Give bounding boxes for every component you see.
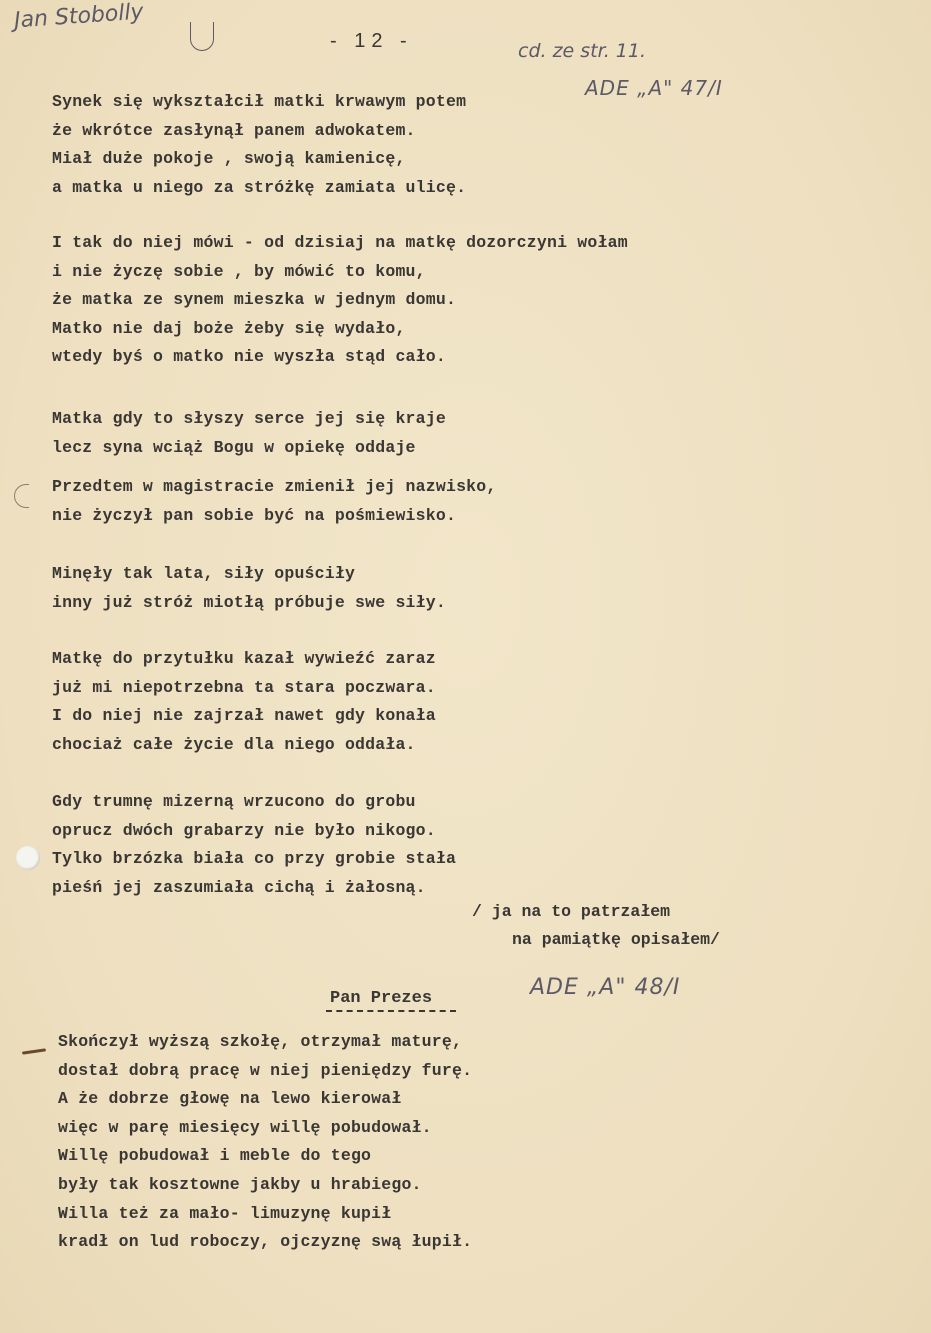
closing-line-1: / ja na to patrzałem bbox=[472, 902, 671, 921]
poem-line: pieśń jej zaszumiała cichą i żałosną. bbox=[52, 877, 426, 897]
margin-pen-mark bbox=[22, 1048, 46, 1054]
signature-flourish bbox=[190, 22, 214, 51]
poem-line: Tylko brzózka biała co przy grobie stała bbox=[52, 849, 457, 869]
stanza-6 bbox=[52, 645, 436, 759]
archive-reference-2: ADE „A" 48/I bbox=[530, 975, 681, 1000]
poem-line: Minęły tak lata, siły opuściły bbox=[52, 564, 356, 583]
page-number: - 12 - bbox=[330, 30, 413, 52]
poem-line: Skończył wyższą szkołę, otrzymał maturę, bbox=[58, 1032, 463, 1051]
stanza-2 bbox=[52, 229, 628, 372]
paperclip-mark bbox=[14, 484, 29, 508]
poem-line: były tak kosztowne jakby u hrabiego. bbox=[58, 1174, 422, 1194]
poem-line: dostał dobrą pracę w niej pieniędzy furę. bbox=[58, 1060, 473, 1080]
poem-line: oprucz dwóch grabarzy nie było nikogo. bbox=[52, 820, 436, 840]
poem-line: Miał duże pokoje , swoją kamienicę, bbox=[52, 149, 406, 169]
poem-line: Willę pobudował i meble do tego bbox=[58, 1146, 372, 1166]
archive-reference-1: ADE „A" 47/I bbox=[585, 76, 723, 100]
stanza-7 bbox=[52, 788, 456, 902]
poem-line: Gdy trumnę mizerną wrzucono do grobu bbox=[52, 792, 416, 811]
poem-line: Przedtem w magistracie zmienił jej nazwisko, bbox=[52, 477, 497, 496]
poem-line: Matko nie daj boże żeby się wydało, bbox=[52, 318, 406, 338]
poem-line: że matka ze synem mieszka w jednym domu. bbox=[52, 290, 457, 310]
poem-line: I do niej nie zajrzał nawet gdy konała bbox=[52, 706, 436, 726]
poem-line: Matkę do przytułku kazał wywieźć zaraz bbox=[52, 649, 436, 668]
closing-line-2: na pamiątkę opisałem/ bbox=[512, 930, 720, 949]
poem-line: Synek się wykształcił matki krwawym potem bbox=[52, 92, 467, 111]
poem-line: wtedy byś o matko nie wyszła stąd cało. bbox=[52, 347, 446, 367]
poem-line: że wkrótce zasłynął panem adwokatem. bbox=[52, 120, 416, 140]
poem-line: i nie życzę sobie , by mówić to komu, bbox=[52, 261, 426, 281]
poem-line: Matka gdy to słyszy serce jej się kraje bbox=[52, 409, 446, 428]
poem-line: A że dobrze głowę na lewo kierował bbox=[58, 1089, 402, 1109]
author-signature: Jan Stobolly bbox=[13, 0, 145, 34]
poem-line: inny już stróż miotłą próbuje swe siły. bbox=[52, 592, 446, 612]
stanza-1 bbox=[52, 88, 466, 202]
punch-hole bbox=[16, 846, 40, 870]
title-underline bbox=[326, 1010, 456, 1012]
stanza-3 bbox=[52, 405, 446, 462]
poem-line: lecz syna wciąż Bogu w opiekę oddaje bbox=[52, 437, 416, 457]
poem-line: nie życzył pan sobie być na pośmiewisko. bbox=[52, 505, 457, 525]
poem-line: Willa też za mało- limuzynę kupił bbox=[58, 1203, 392, 1223]
poem-line: chociaż całe życie dla niego oddała. bbox=[52, 734, 416, 754]
poem-line: już mi niepotrzebna ta stara poczwara. bbox=[52, 677, 436, 697]
poem-line: więc w parę miesięcy willę pobudował. bbox=[58, 1117, 432, 1137]
poem2-body bbox=[58, 1028, 472, 1257]
stanza-5 bbox=[52, 560, 446, 617]
stanza-4 bbox=[52, 473, 496, 530]
poem-line: kradł on lud roboczy, ojczyznę swą łupił. bbox=[58, 1232, 473, 1252]
handwritten-note-continuation: cd. ze str. 11. bbox=[518, 40, 646, 62]
poem-line: I tak do niej mówi - od dzisiaj na matkę dozorczyni wołam bbox=[52, 233, 628, 252]
poem-title: Pan Prezes bbox=[330, 989, 433, 1008]
poem-line: a matka u niego za stróżkę zamiata ulicę. bbox=[52, 177, 467, 197]
